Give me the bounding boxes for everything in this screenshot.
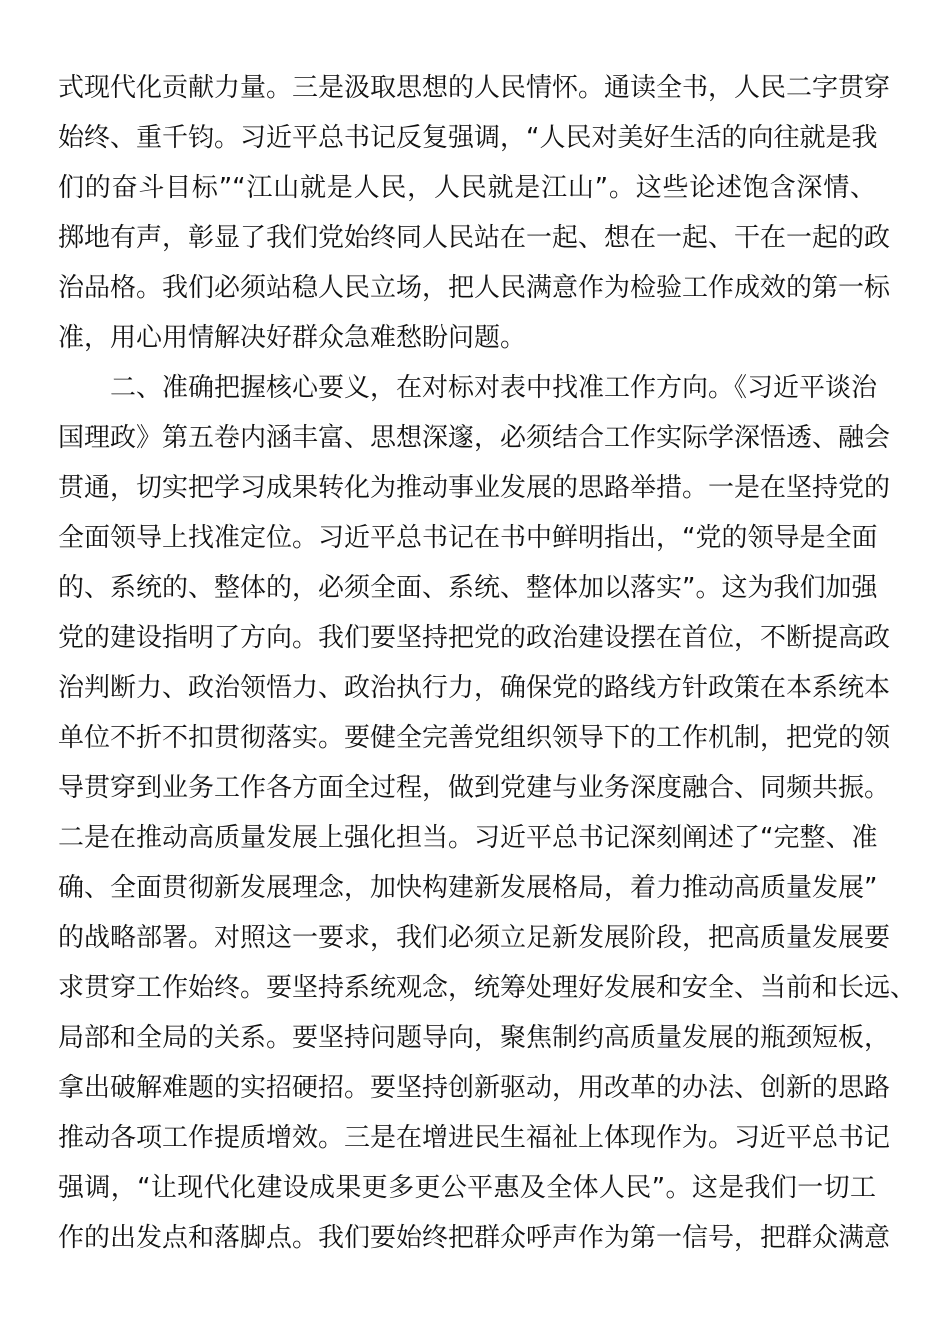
text-line-16: 二是在推动高质量发展上强化担当。习近平总书记深刻阐述了“完整、准 — [58, 823, 878, 853]
text-line-3: 们的奋斗目标”“江山就是人民，人民就是江山”。这些论述饱含深情、 — [58, 173, 876, 203]
text-line-14: 单位不折不扣贯彻落实。要健全完善党组织领导下的工作机制，把党的领 — [58, 723, 891, 753]
text-line-5: 治品格。我们必须站稳人民立场，把人民满意作为检验工作成效的第一标 — [58, 273, 891, 303]
text-line-10: 全面领导上找准定位。习近平总书记在书中鲜明指出，“党的领导是全面 — [58, 523, 878, 553]
text-line-9: 贯通，切实把学习成果转化为推动事业发展的思路举措。一是在坚持党的 — [58, 473, 891, 503]
text-line-13: 治判断力、政治领悟力、政治执行力，确保党的路线方针政策在本系统本 — [58, 673, 891, 703]
text-line-19: 求贯穿工作始终。要坚持系统观念，统筹处理好发展和安全、当前和长远、 — [58, 973, 917, 1003]
text-line-17: 确、全面贯彻新发展理念，加快构建新发展格局，着力推动高质量发展” — [58, 873, 878, 903]
text-line-11: 的、系统的、整体的，必须全面、系统、整体加以落实”。这为我们加强 — [58, 573, 878, 603]
text-line-2: 始终、重千钧。习近平总书记反复强调，“人民对美好生活的向往就是我 — [58, 123, 878, 153]
text-line-24: 作的出发点和落脚点。我们要始终把群众呼声作为第一信号，把群众满意 — [58, 1223, 891, 1253]
text-line-8: 国理政》第五卷内涵丰富、思想深邃，必须结合工作实际学深悟透、融会 — [58, 423, 891, 453]
text-line-12: 党的建设指明了方向。我们要坚持把党的政治建设摆在首位，不断提高政 — [58, 623, 891, 653]
text-line-21: 拿出破解难题的实招硬招。要坚持创新驱动，用改革的办法、创新的思路 — [58, 1073, 891, 1103]
text-line-4: 掷地有声，彰显了我们党始终同人民站在一起、想在一起、干在一起的政 — [58, 223, 891, 253]
text-line-22: 推动各项工作提质增效。三是在增进民生福祉上体现作为。习近平总书记 — [58, 1123, 891, 1153]
text-line-6: 准，用心用情解决好群众急难愁盼问题。 — [58, 323, 527, 353]
text-line-20: 局部和全局的关系。要坚持问题导向，聚焦制约高质量发展的瓶颈短板， — [58, 1023, 891, 1053]
text-line-1: 式现代化贡献力量。三是汲取思想的人民情怀。通读全书，人民二字贯穿 — [58, 73, 891, 103]
text-line-15: 导贯穿到业务工作各方面全过程，做到党建与业务深度融合、同频共振。 — [58, 773, 891, 803]
text-line-18: 的战略部署。对照这一要求，我们必须立足新发展阶段，把高质量发展要 — [58, 923, 891, 953]
text-line-23: 强调，“让现代化建设成果更多更公平惠及全体人民”。这是我们一切工 — [58, 1173, 876, 1203]
text-line-7: 二、准确把握核心要义，在对标对表中找准工作方向。《习近平谈治 — [110, 373, 878, 403]
